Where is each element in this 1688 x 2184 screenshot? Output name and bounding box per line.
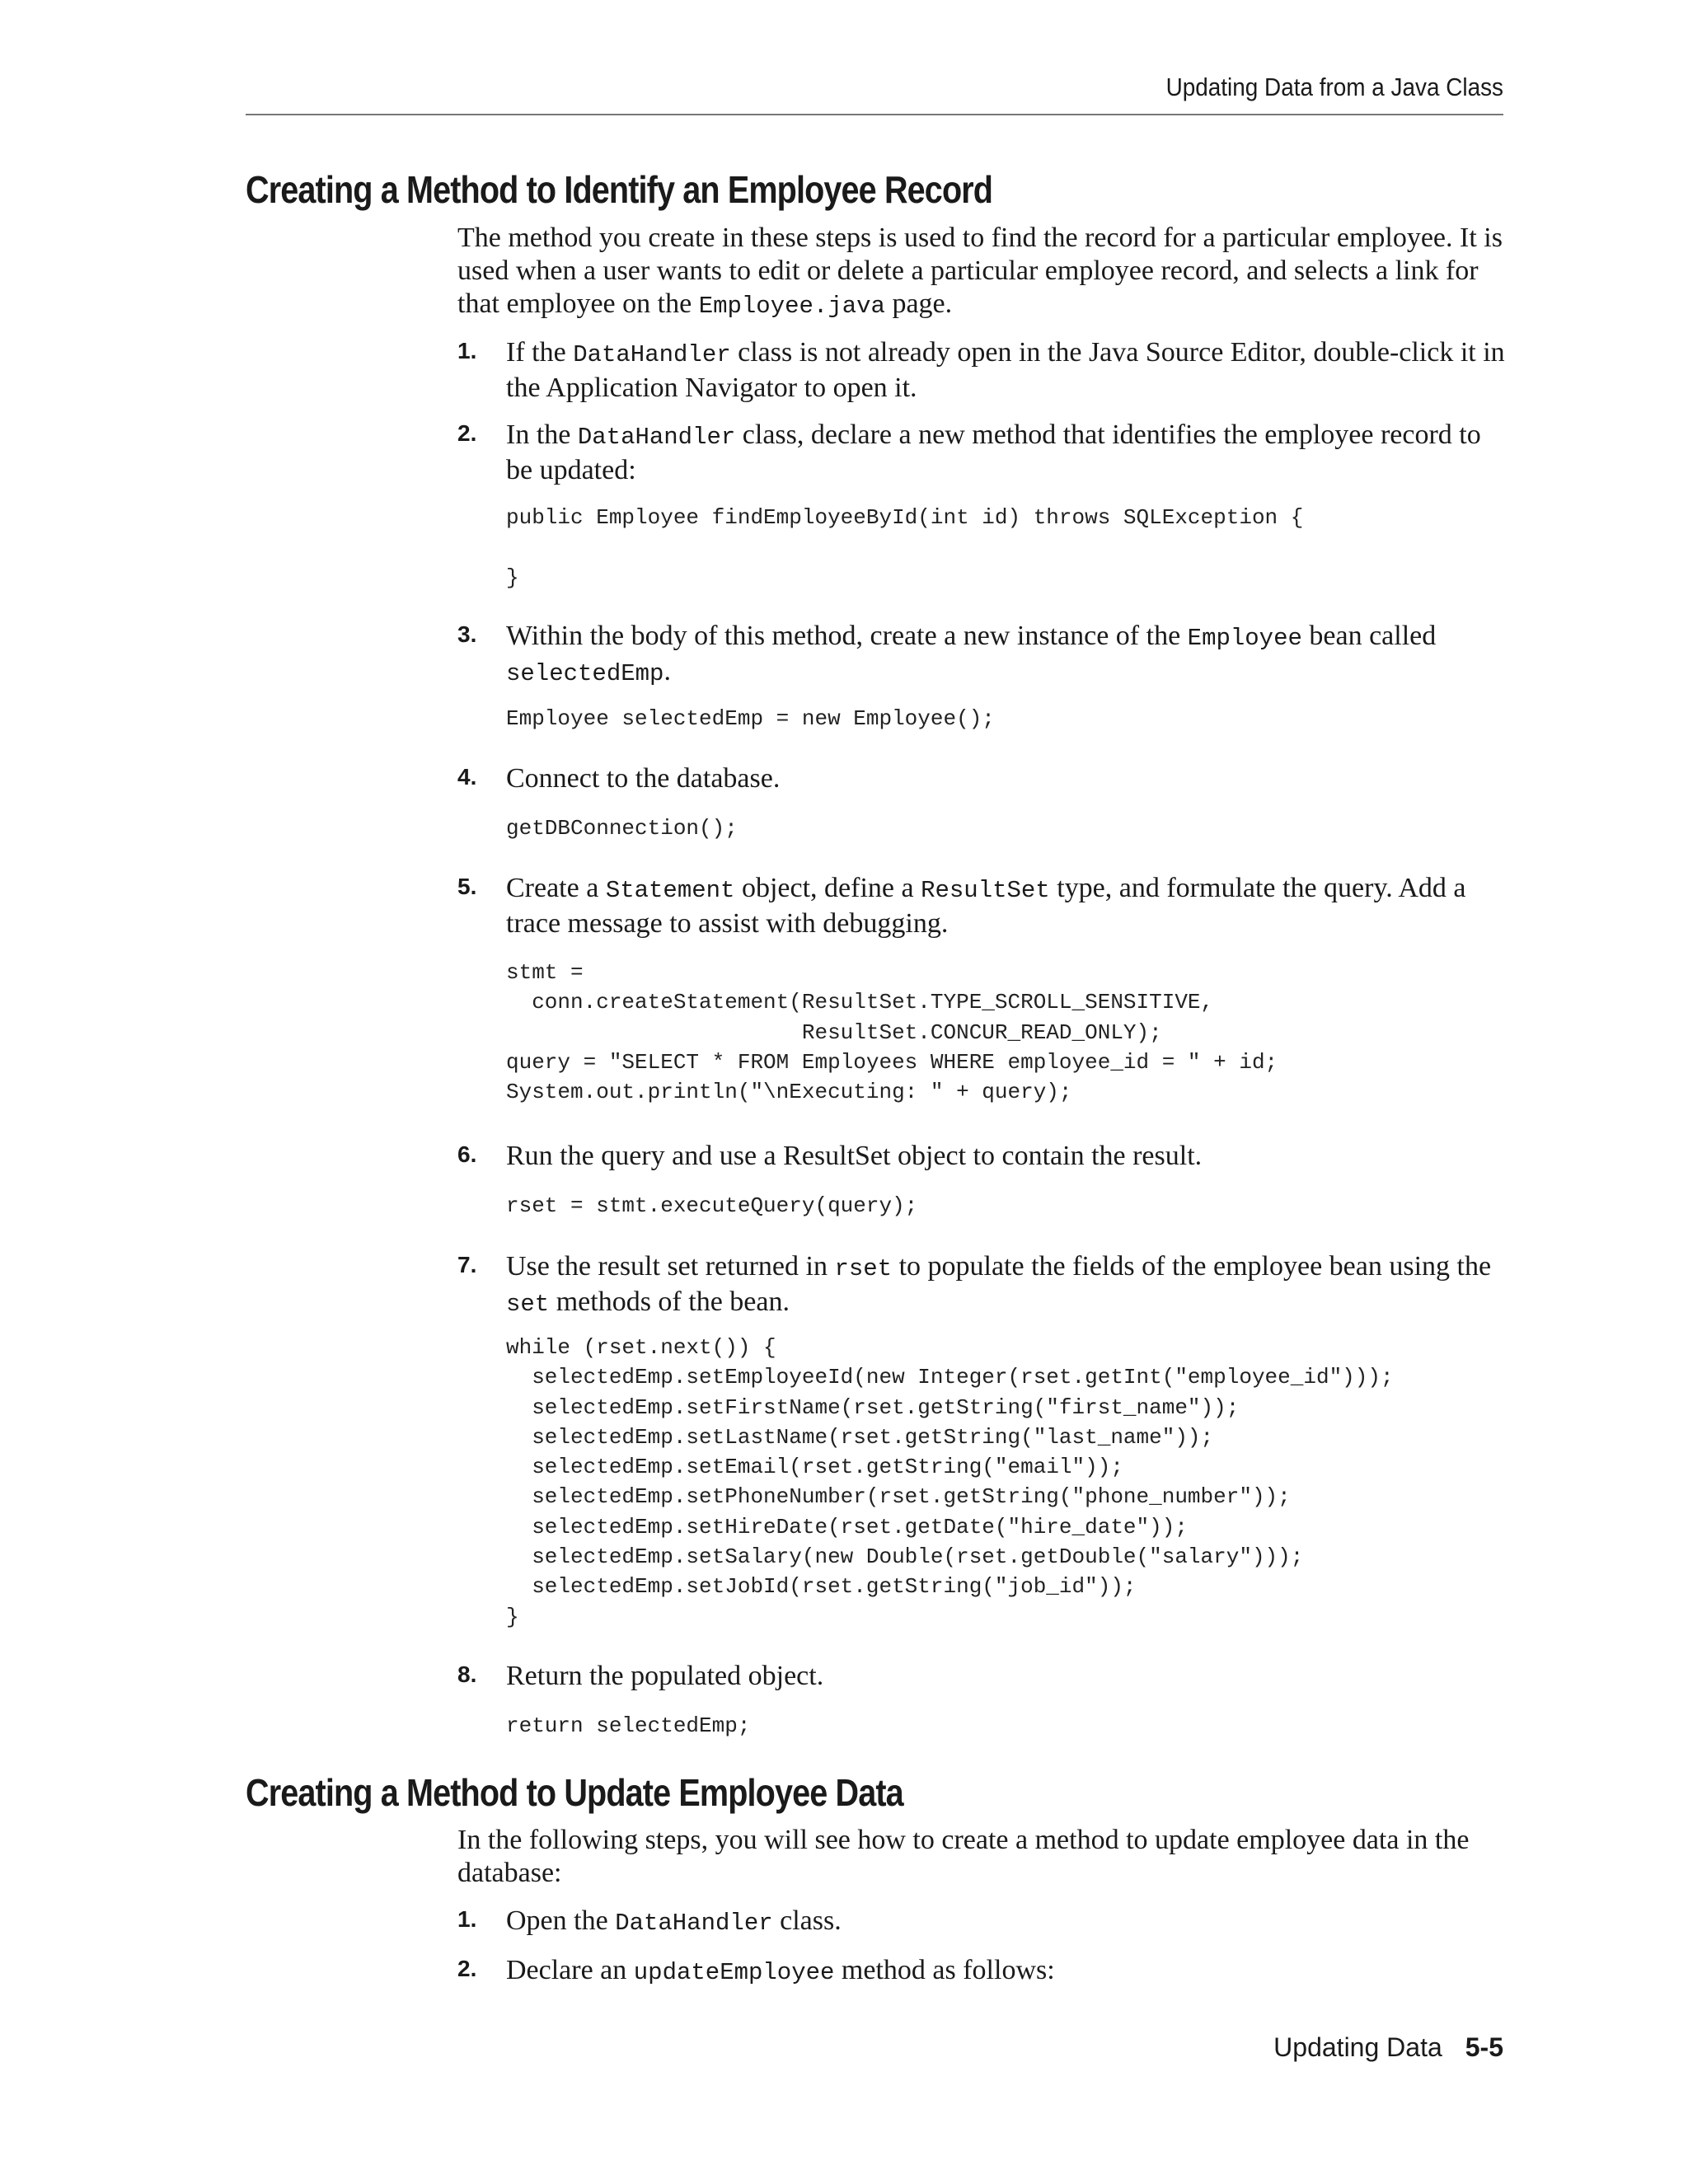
section2-intro: In the following steps, you will see how to create a method to update employee data in the database: [457, 1825, 1470, 1888]
step-number: 3. [457, 621, 477, 647]
footer-page-number: 5-5 [1465, 2032, 1503, 2062]
step-number: 1. [457, 338, 477, 363]
step-number: 5. [457, 874, 477, 899]
step-text: Open the DataHandler class. [506, 1905, 842, 1937]
step-number: 2. [457, 420, 477, 446]
step-text: Run the query and use a ResultSet object to contain the result. [506, 1141, 1203, 1171]
header-rule [246, 114, 1503, 115]
step-number: 2. [457, 1956, 477, 1981]
step-text: Return the populated object. [506, 1661, 824, 1691]
step-text: If the DataHandler class is not already open in the Java Source Editor, double-click it in the Application Navigator to open it. [506, 337, 1505, 403]
section-heading-identify-employee: Creating a Method to Identify an Employee Record [246, 168, 993, 211]
code-create-statement: stmt = conn.createStatement(ResultSet.TYPE_SCROLL_SENSITIVE, ResultSet.CONCUR_READ_ONLY); query = "SELECT * FROM Employees WHERE employee_id = " + id; System.out.println("\nExecuting: " + query); [506, 960, 1278, 1105]
step-number: 6. [457, 1141, 477, 1167]
section1-intro: The method you create in these steps is used to find the record for a particular employee. It is used when a user wants to edit or delete a particular employee record, and selects a link for that employee on the Employee.java page. [457, 223, 1503, 320]
step-text: Declare an updateEmployee method as follows: [506, 1955, 1055, 1986]
footer-chapter-title: Updating Data [1273, 2032, 1442, 2062]
code-return-employee: return selectedEmp; [506, 1713, 751, 1738]
step-text: Connect to the database. [506, 763, 781, 794]
section-heading-update-employee: Creating a Method to Update Employee Data [246, 1771, 903, 1814]
step-text: Within the body of this method, create a new instance of the Employee bean called selectedEmp. [506, 621, 1437, 687]
step-number: 7. [457, 1252, 477, 1277]
code-get-connection: getDBConnection(); [506, 816, 738, 841]
code-execute-query: rset = stmt.executeQuery(query); [506, 1193, 918, 1218]
code-new-employee: Employee selectedEmp = new Employee(); [506, 706, 995, 731]
step-text: Create a Statement object, define a ResultSet type, and formulate the query. Add a trace message to assist with debugging. [506, 873, 1466, 939]
step-number: 4. [457, 764, 477, 790]
step-number: 8. [457, 1661, 477, 1687]
step-text: In the DataHandler class, declare a new method that identifies the employee record to be updated: [506, 419, 1481, 485]
step-number: 1. [457, 1906, 477, 1932]
code-populate-bean: while (rset.next()) { selectedEmp.setEmployeeId(new Integer(rset.getInt("employee_id"))); selectedEmp.setFirstName(rset.getString("first_name")); selectedEmp.setLastName(rset.getString("last_name")); selectedEmp.setEmail(rset.getString("email")); selectedEmp.setPhoneNumber(rset.getString("phone_number")); selectedEmp.setHireDate(rset.getDate("hire_date")); selectedEmp.setSalary(new Double(rset.getDouble("salary"))); selectedEmp.setJobId(rset.getString("job_id")); } [506, 1335, 1394, 1629]
page-footer [246, 2032, 1503, 2063]
running-header-title: Updating Data from a Java Class [1165, 73, 1503, 101]
step-text: Use the result set returned in rset to populate the fields of the employee bean using the set methods of the bean. [506, 1251, 1492, 1318]
code-find-employee-signature: public Employee findEmployeeById(int id) throws SQLException { } [506, 505, 1304, 590]
